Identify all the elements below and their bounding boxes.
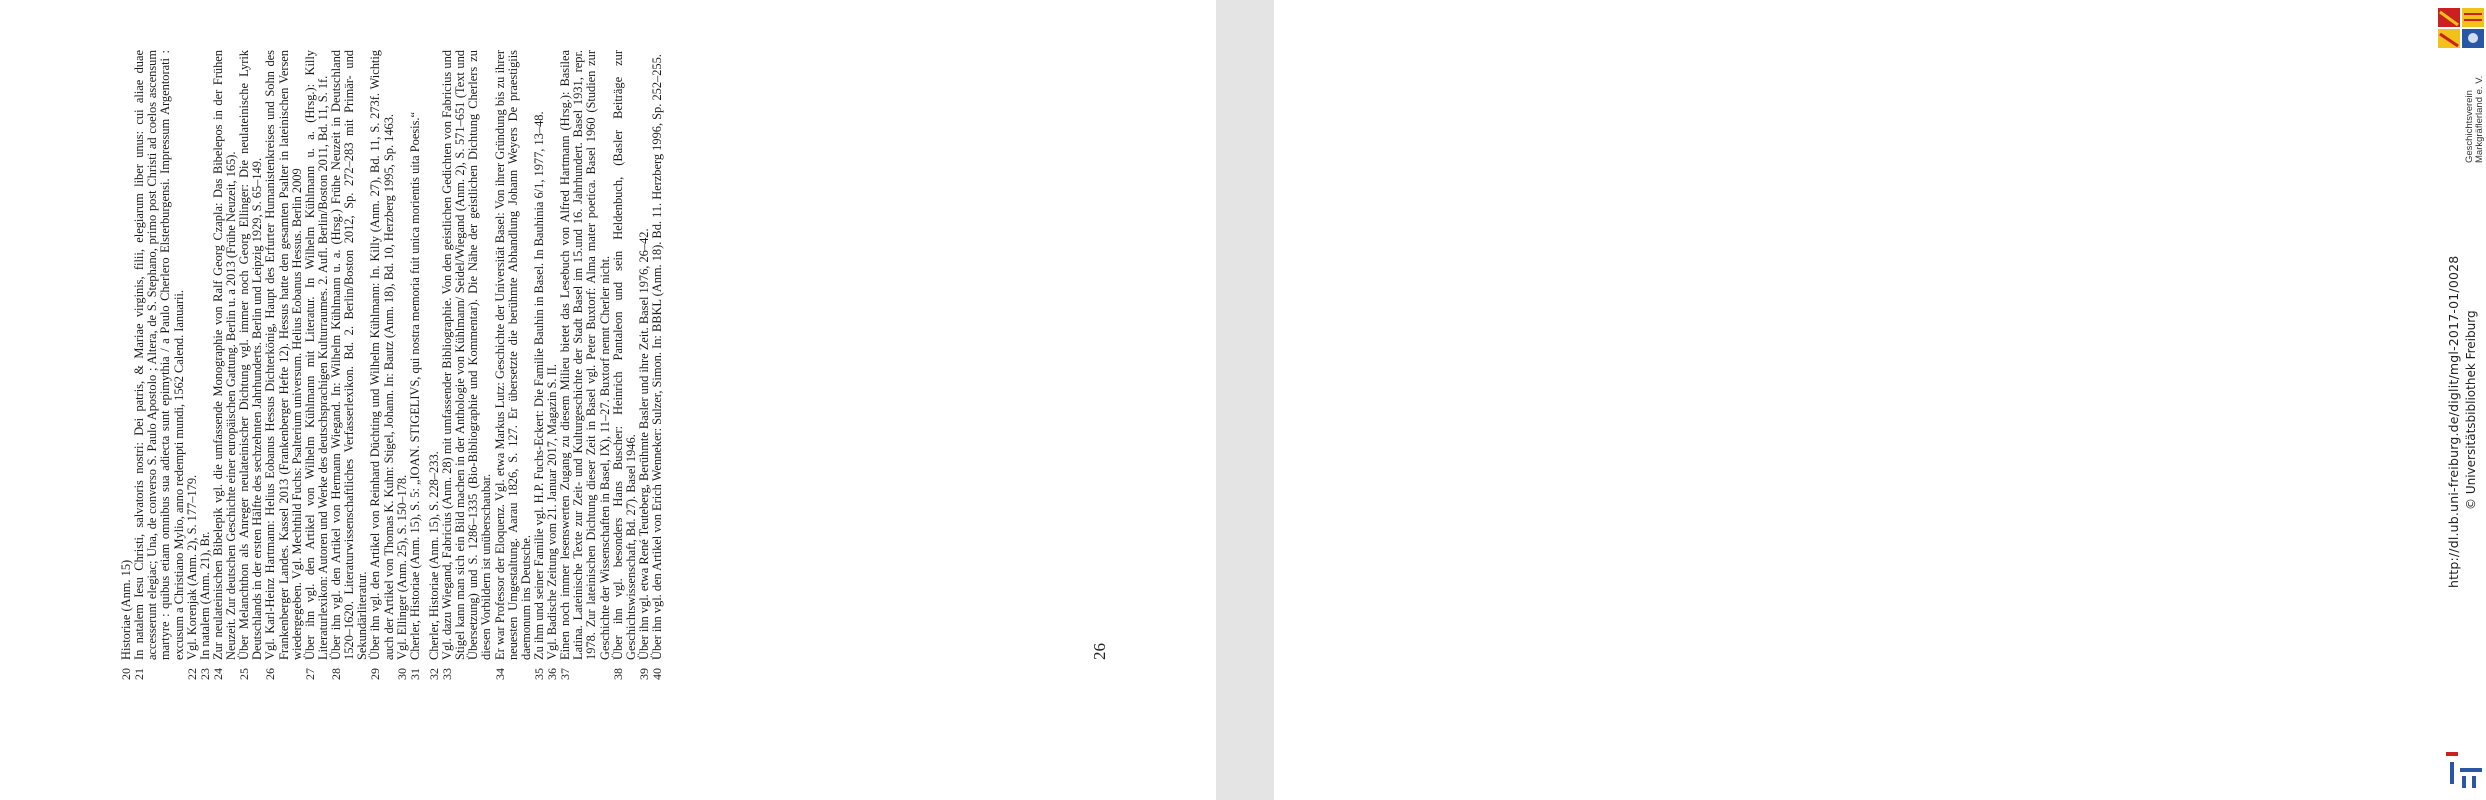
society-line-2: Markgräflerland e. V. (2474, 75, 2485, 163)
footnote-text: Zur neulateinischen Bibelepik vgl. die umfassende Monographie von Ralf Georg Czapla: Das Bibelepos in der Frühen Neuzeit. Zur deutschen Geschichte einer europäischen Gattung. Berlin u. a 2013 (Frühe Neuzeit, 165). (210, 50, 238, 660)
footnote-number: 22 (184, 668, 199, 680)
footnote-number: 21 (132, 668, 147, 680)
society-name (2465, 76, 2485, 163)
society-line-1: Geschichtsverein (2464, 90, 2475, 163)
footnote-number: 33 (440, 668, 454, 680)
footnote-number: 37 (558, 668, 573, 680)
footnote-text: Über ihn vgl. den Artikel von Hermann Wiegand. In: Wilhelm Kühlmann u. a. (Hrsg.) Frühe Neuzeit in Deutschland 1520–1620. Literaturwissenschaftliches Verfasserlexikon. Bd. 2. Berlin/Boston 2012, Sp. 272–283 mit Primär- und Sekundärliteratur. (329, 50, 370, 660)
footnote-number: 32 (426, 668, 441, 680)
footnote-text: Vgl. Korenjak (Anm. 2), S. 177–179. (184, 474, 199, 660)
footnote-number: 28 (329, 668, 343, 680)
footnote-text: Historiae (Anm. 15) (119, 559, 133, 660)
footnote-number: 30 (394, 668, 409, 680)
footnote (396, 50, 409, 680)
footnote-number: 31 (407, 668, 422, 680)
document-page (0, 0, 1216, 800)
footnote-text: Über ihn vgl. den Artikel von Erich Wenneker: Sulzer, Simon. In: BBKL (Anm. 18). Bd. 11. Herzberg 1996, Sp. 252–255. (650, 54, 664, 660)
footnote-text: Vgl. Badische Zeitung vom 21. Januar 2017, Magazin S. II. (545, 364, 559, 660)
footnote-text: Er war Professor der Eloquenz. Vgl. etwa Markus Lutz: Geschichte der Universität Basel: Von ihrer Gründung bis zu ihrer neuesten Umgestaltung. Aarau 1826, S. 127. Er übersetzte die berühmte Abhandlung Johann Weyers De praestigiis daemonum ins Deutsche. (492, 50, 533, 660)
footnote (304, 50, 330, 680)
footnote-number: 23 (197, 668, 212, 680)
page-number: 26 (1090, 643, 1109, 660)
copyright-notice: © Universitätsbibliothek Freiburg (2464, 310, 2478, 510)
footnote (330, 50, 369, 680)
footnote-number: 34 (492, 668, 507, 680)
footnote (494, 50, 533, 680)
footnote-number: 27 (302, 668, 317, 680)
coat-of-arms-icon[interactable] (2438, 8, 2484, 48)
footnote-text: Vgl. dazu Wiegand, Fabricius (Anm. 28) mit umfassender Bibliographie. Von den geistlichen Gedichten von Fabricius und Stigel kann man sich ein Bild machen in der Anthologie von Kühlmann/ Seidel/Wiegand (Anm. 2), S. 571–651 (Text und Übersetzung) und S. 1286–1335 (Bio-Bibliographie und Kommentar). Die Nähe der geistlichen Dichtung Cherlers zu diesen Vorbildern ist unüberschaubar. (440, 50, 494, 660)
footnote-text: Über Melanchthon als Anreger neulateinischer Dichtung vgl. immer noch Georg Ellinger: Die neulateinische Lyrik Deutschlands in der ersten Hälfte des sechzehnten Jahrhunderts. Berlin und Leipzig 1929, S. 65–149. (237, 50, 265, 660)
footnote (612, 50, 638, 680)
ub-freiburg-logo-icon[interactable] (2442, 746, 2486, 790)
footnote-text: Über ihn vgl. etwa René Teuteberg, Berühmte Basler und ihre Zeit. Basel 1976, 26–42. (636, 228, 651, 660)
footnote-number: 20 (119, 668, 133, 680)
footnote-number: 29 (368, 668, 383, 680)
footnote (133, 50, 186, 680)
footnote (409, 50, 422, 680)
footnote-number: 40 (650, 668, 664, 680)
footnotes-column (120, 50, 1060, 680)
footnote (238, 50, 264, 680)
footnote-text: Über ihn vgl. den Artikel von Reinhard Düchting und Wilhelm Kühlmann: In. Killy (Anm. 27), Bd. 11, S. 273f. Wichtig auch der Artikel von Thomas K. Kuhn: Stigel, Johann. In: Bautz (Anm. 18), Bd. 10, Herzberg 1995, Sp. 1463. (368, 50, 396, 660)
footnote-text: Cherler, Historiae (Anm. 15), S. 228–233. (426, 451, 441, 660)
footnote (369, 50, 395, 680)
footnote-text: In natalem Iesu Christi, salvatoris nostri: Dei patris, & Mariae virginis, filii, elegiarum liber unus: cui aliae duae accesserunt elegiac; Una, de converso S. Paulo Apostolo ; Altera, de S. Stephano, primo post Christi ad coelos ascensum martyre : quibus etiam omnibus sua adiecta sunt epimythia / a Paulo Cherlero Elsterburgensi. Impressum Argentorati : excusum a Christiano Mylio, anno redempti mundi, 1562 Calend. Ianuarii. (132, 50, 186, 660)
footnote-text: In natalem (Anm. 21), Br. (197, 531, 212, 660)
footnote (559, 50, 612, 680)
footnote-text: Über ihn vgl. den Artikel von Wilhelm Kühlmann mit Literatur. In Wilhelm Kühlmann u. a. (Hrsg.): Killy Literaturlexikon: Autoren und Werke des deutschsprachigen Kulturraumes. 2. Aufl. Berlin/Boston 2011, Bd. 11, S. 1f. (302, 50, 330, 660)
footnote (199, 50, 212, 680)
footnote-text: Vgl. Ellinger (Anm. 25), S. 150–178. (394, 474, 409, 660)
footnote-number: 39 (636, 668, 651, 680)
viewer-sidebar (1216, 0, 2485, 800)
footnote (441, 50, 494, 680)
footnote-number: 38 (610, 668, 625, 680)
document-url-link[interactable]: http://dl.ub.uni-freiburg.de/diglit/mgl-2017-01/0028 (2446, 255, 2461, 588)
footnote-text: Zu ihm und seiner Familie vgl. H.P. Fuchs-Eckert: Die Familie Bauhin in Basel. In Bauhinia 6/1, 1977, 13–48. (531, 111, 546, 660)
footnote-text: Einen noch immer lesenswerten Zugang zu diesem Milieu bietet das Lesebuch von Alfred Hartmann (Hrsg.): Basilea Latina. Lateinische Texte zur Zeit- und Kulturgeschichte der Stadt Basel im 15.und 16. Jahrhundert. Basel 1931, repr. 1978. Zur lateinischen Dichtung dieser Zeit in Basel vgl. Peter Buxtorf: Alma mater poetica. Basel 1960 (Studien zur Geschichte der Wissenschaften in Basel, IX), 11–27. Buxtorf nennt Cherler nicht. (558, 50, 612, 660)
footnote-number: 24 (210, 668, 225, 680)
footnote (186, 50, 199, 680)
footnote (651, 50, 664, 680)
footnote-number: 36 (545, 668, 559, 680)
footnote-text: Cherler, Historiae (Anm. 15), S. 5: „IOAN. STIGELIVS, qui nostra memoria fuit unica morientis uita Poesis.“ (407, 111, 422, 660)
footnote (264, 50, 303, 680)
footnote-number: 25 (237, 668, 252, 680)
footnote-number: 35 (531, 668, 546, 680)
footnote (212, 50, 238, 680)
footnote-number: 26 (263, 668, 278, 680)
footnote-text: Über ihn vgl. besonders Hans Buscher: Heinrich Pantaleon und sein Heldenbuch, (Basler Beiträge zur Geschichtswissenschaft, Bd. 27). Basel 1946. (610, 50, 638, 660)
footnote-text: Vgl. Karl-Heinz Hartmann: Helius Eobanus Hessus Dichterkönig, Haupt des Erfurter Humanistenkreises und Sohn des Frankenberger Landes. Kassel 2013 (Frankenberger Hefte 12). Hessus hatte den gesamten Psalter in lateinischen Versen wiedergegeben. Vgl. Mechthild Fuchs: Psalterium universum. Helius Eobanus Hessus. Berlin 2009 (263, 50, 304, 660)
